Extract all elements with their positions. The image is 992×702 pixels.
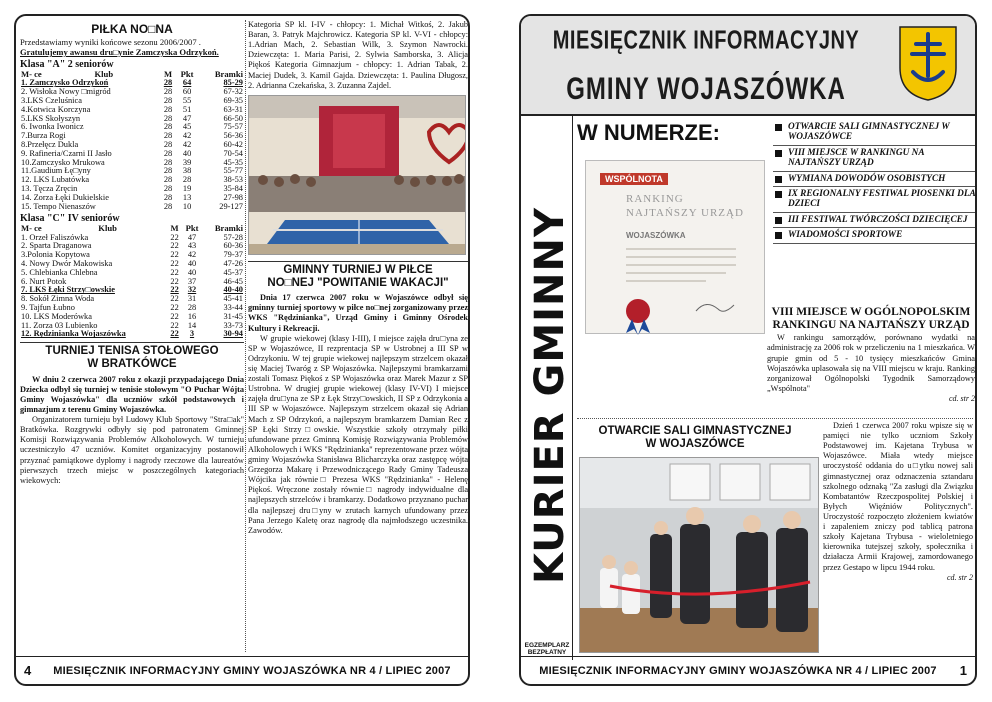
cell-club: 3.Polonia Kopytowa	[21, 250, 90, 260]
bullet-icon	[775, 124, 782, 131]
cell-pkt: 42	[182, 139, 192, 149]
masthead-line-1: MIESIĘCZNIK INFORMACYJNY	[552, 26, 860, 56]
cell-pkt: 37	[187, 276, 197, 286]
cell-club: 2. Sparta Draganowa	[21, 241, 92, 251]
cell-goals: 29-127	[219, 201, 243, 211]
cell-goals: 45-37	[223, 267, 243, 277]
opening-title-2: W WOJASZÓWCE	[645, 438, 745, 451]
cell-club: 9. Tajfun Łubno	[21, 303, 75, 312]
cell-goals: 67-32	[223, 87, 243, 97]
cell-m: 28	[163, 148, 173, 158]
cell-pkt: 47	[187, 232, 197, 242]
opening-text-column	[823, 421, 973, 582]
cell-club: 9. Rafineria/Czarni II Jasło	[21, 148, 112, 158]
opening-body: Dzień 1 czerwca 2007 roku wpisze się w pamięci nie tylko uczniom Szkoły Podstawowej im. Kajetana Trybusa w Wojaszówce. Miała wtedy miejsce uroczystość oddania do u□ytku nowej sali gimnastycznej oraz odznaczenia sztandaru szkolnego odznaką "Za zasługi dla Związku Kombatantów Rzeczpospolitej Polskiej i Byłych Więźniów Politycznych". Uroczystość rozpoczęto złożeniem kwiatów i zapaleniem zniczy pod tablicą patrona szkoły Kajetana Trybusa - wieloletniego kierownika tutejszej szkoły, społecznika i działacza Armii Krajowej, zamordowanego przez Gestapo w lipcu 1944 roku.	[823, 421, 973, 572]
toc-item[interactable]	[773, 120, 977, 146]
tournament-lead: Dnia 17 czerwca 2007 roku w Wojaszówce odbył się gminny turniej sportowy w piłce no□nej zorganizowany przez WKS "Rędzinianka", Urząd Gminy i Gminny Ośrodek Kultury i Rekreacji.	[248, 293, 468, 333]
cell-club: 12. LKS Lubatówka	[21, 175, 90, 185]
cell-pkt: 32	[187, 285, 197, 295]
cell-m: 22	[170, 311, 179, 321]
cell-m: 28	[163, 184, 173, 194]
cell-goals: 31-45	[223, 311, 243, 321]
cell-club: 6. Iwonka Iwonicz	[21, 122, 84, 132]
cell-m: 22	[170, 241, 179, 251]
toc-label: WYMIANA DOWODÓW OSOBISTYCH	[788, 173, 946, 184]
footer-text: MIESIĘCZNIK INFORMACYJNY GMINY WOJASZÓWKA NR 4 / LIPIEC 2007	[53, 664, 451, 677]
cell-goals: 63-31	[223, 104, 243, 114]
cell-club: 2. Wisłoka Nowy □migród	[21, 87, 111, 97]
cell-m: 28	[163, 201, 173, 211]
gym-photo-svg	[249, 96, 466, 255]
football-title: PIŁKA NO□NA	[91, 22, 173, 36]
cell-club: 3.LKS Czeluśnica	[21, 95, 82, 105]
col-place: M- ce	[21, 69, 42, 80]
column-divider	[245, 20, 246, 652]
masthead-line-2: GMINY WOJASZÓWKA	[566, 71, 846, 107]
cell-goals: 60-36	[223, 241, 243, 251]
col-points: Pkt	[180, 69, 194, 80]
cell-goals: 35-84	[223, 184, 243, 194]
bullet-icon	[775, 176, 782, 183]
page-footer	[521, 656, 975, 684]
cell-club: 10. LKS Moderówka	[21, 311, 92, 321]
cell-club: 8. Sokół Zimna Woda	[21, 294, 95, 304]
page-1	[519, 14, 977, 686]
tennis-lead: W dniu 2 czerwca 2007 roku z okazji przypadającego Dnia Dziecka odbył się turniej w tenisie stołowym "O Puchar Wójta Gminy Wojaszówka" dla uczniów szkół podstawowych i gimnazjum z terenu Gminy Wojaszówka.	[20, 374, 244, 415]
cell-m: 22	[170, 294, 179, 304]
certificate-logo: WSPÓLNOTA	[600, 173, 668, 185]
cell-m: 22	[170, 267, 179, 277]
table-row	[20, 330, 244, 339]
football-tournament-article	[248, 261, 468, 536]
cell-goals: 33-73	[223, 320, 243, 330]
table-of-contents	[773, 120, 977, 244]
cell-pkt: 47	[182, 113, 192, 123]
cell-club: 14. Zorza Łęki Dukielskie	[21, 192, 109, 202]
toc-label: III FESTIWAL TWÓRCZOŚCI DZIECIĘCEJ	[788, 214, 968, 225]
cell-pkt: 19	[182, 184, 192, 194]
page-4	[14, 14, 470, 686]
cell-pkt: 16	[187, 311, 197, 321]
right-column	[248, 20, 468, 650]
left-column	[20, 20, 244, 650]
class-c-heading: Klasa "C" IV seniorów	[20, 213, 120, 225]
cell-m: 22	[170, 258, 179, 268]
tennis-categories: Kategoria SP kl. I-IV - chłopcy: 1. Michał Witkoś, 2. Jakub Baran, 3. Patryk Majchrowicz. Kategoria SP kl. V-VI - chłopcy: 1.Adrian Mach, 2. Sebastian Wilk, 3. Szymon Nawrocki. Dziewczęta: 1. Maria Parisi, 2. Sylwia Samborska, 3. Alicja Piękoś Kategoria Gimnazjum - chłopcy: 1. Adrian Tabak, 2. Maciej Dudek, 3. Kamil Gajda. Dziewczęta: 1. Paulina Długosz, 2. Adrianna Czekańska, 3. Zuzanna Zajdel.	[248, 20, 468, 90]
cell-m: 22	[170, 250, 179, 260]
cell-goals: 45-41	[223, 294, 243, 304]
cell-m: 22	[170, 320, 179, 330]
bullet-icon	[775, 217, 782, 224]
col-goals: Bramki	[214, 223, 243, 234]
certificate-title-2: NAJTAŃSZY URZĄD	[626, 207, 744, 219]
cell-m: 22	[170, 232, 179, 242]
toc-item[interactable]	[773, 187, 977, 213]
certificate-name: WOJASZÓWKA	[626, 231, 686, 240]
col-matches: M	[163, 69, 173, 80]
cell-pkt: 40	[182, 148, 192, 158]
cell-m: 28	[163, 78, 173, 88]
cell-goals: 33-44	[223, 303, 243, 312]
cell-goals: 85-29	[223, 78, 243, 88]
cell-club: 10.Zamczysko Mrukowa	[21, 157, 105, 167]
kurier-gminny-title: KURIER GMINNY	[527, 207, 573, 584]
ranking-title: VIII MIEJSCE W OGÓLNOPOLSKIM RANKINGU NA NAJTAŃSZY URZĄD	[771, 306, 971, 331]
cell-club: 7.Burza Rogi	[21, 131, 66, 141]
toc-label: OTWARCIE SALI GIMNASTYCZNEJ W WOJASZÓWCE	[788, 122, 950, 143]
toc-label: WIADOMOŚCI SPORTOWE	[788, 230, 903, 241]
cell-pkt: 13	[182, 192, 192, 202]
col-matches: M	[170, 223, 179, 234]
cell-pkt: 10	[182, 201, 192, 211]
cell-pkt: 28	[187, 303, 197, 312]
in-this-issue-heading: W NUMERZE:	[577, 120, 720, 145]
cell-m: 22	[170, 276, 179, 286]
cell-pkt: 31	[187, 294, 197, 304]
bullet-icon	[775, 191, 782, 198]
col-club: Klub	[98, 223, 117, 234]
ranking-article	[767, 306, 975, 403]
table-tennis-article	[20, 342, 244, 486]
tennis-title-2: W BRATKÓWCE	[87, 358, 177, 371]
cell-goals: 47-26	[223, 258, 243, 268]
opening-continued: cd. str 2	[947, 572, 973, 582]
col-goals: Bramki	[214, 69, 243, 80]
cell-m: 28	[163, 113, 173, 123]
ranking-continued: cd. str 2	[949, 393, 975, 403]
cell-goals: 27-98	[223, 192, 243, 202]
cell-pkt: 42	[182, 131, 192, 141]
vertical-title-band	[521, 116, 573, 660]
cell-goals: 30-94	[223, 329, 243, 339]
cell-club: 5.LKS Skołyszyn	[21, 113, 81, 123]
certificate-decoration	[586, 161, 766, 335]
cell-goals: 75-57	[223, 122, 243, 132]
cell-m: 28	[163, 95, 173, 105]
cell-club: 8.Przełęcz Dukla	[21, 139, 79, 149]
certificate-title-1: RANKING	[626, 193, 684, 205]
bullet-icon	[775, 150, 782, 157]
cell-pkt: 43	[187, 241, 197, 251]
cell-goals: 66-50	[223, 113, 243, 123]
cell-pkt: 64	[182, 78, 192, 88]
cell-pkt: 14	[187, 320, 197, 330]
cell-m: 22	[170, 329, 179, 339]
cell-club: 4. Nowy Dwór Makowiska	[21, 258, 113, 268]
col-points: Pkt	[185, 223, 199, 234]
opening-article	[577, 418, 973, 582]
tournament-title-2: NO□NEJ "POWITANIE WAKACJI"	[267, 276, 449, 289]
page-footer	[16, 656, 468, 684]
cell-club: 15. Tempo Nienaszów	[21, 201, 96, 211]
cell-goals: 69-35	[223, 95, 243, 105]
toc-item[interactable]	[773, 172, 977, 187]
cell-goals: 70-54	[223, 148, 243, 158]
tournament-title-1: GMINNY TURNIEJ W PIŁCE	[283, 263, 433, 276]
cell-pkt: 60	[182, 87, 192, 97]
tennis-photo	[248, 95, 466, 255]
coat-of-arms-icon	[897, 24, 959, 102]
toc-item[interactable]	[773, 213, 977, 228]
ranking-certificate-image	[585, 160, 765, 334]
cell-m: 28	[163, 87, 173, 97]
cell-m: 28	[163, 175, 173, 185]
cell-m: 28	[163, 122, 173, 132]
class-a-table	[20, 70, 244, 211]
football-intro: Przedstawiamy wyniki końcowe sezonu 2006/2007 .	[20, 37, 201, 47]
opening-title-1: OTWARCIE SALI GIMNASTYCZNEJ	[598, 425, 792, 437]
cell-goals: 46-45	[223, 276, 243, 286]
cell-pkt: 3	[189, 329, 195, 339]
opening-title	[577, 425, 813, 451]
cell-club: 5. Chlebianka Chlebna	[21, 267, 98, 277]
cell-club: 6. Nurt Potok	[21, 276, 67, 286]
cell-club: 13. Tęcza Zręcin	[21, 184, 78, 194]
cell-pkt: 40	[187, 267, 197, 277]
cell-pkt: 55	[182, 95, 192, 105]
cell-pkt: 40	[187, 258, 197, 268]
cell-m: 22	[170, 285, 179, 295]
cell-m: 28	[163, 104, 173, 114]
football-congrats: Gratulujemy awansu dru□ynie Zamczyska Odrzykoń.	[20, 47, 219, 58]
cell-goals: 55-77	[223, 166, 243, 176]
toc-label: VIII MIEJSCE W RANKINGU NA NAJTAŃSZY URZĄD	[788, 147, 925, 169]
toc-item[interactable]	[773, 228, 977, 243]
ribbon-cutting-photo	[579, 457, 819, 653]
cell-goals: 56-36	[223, 131, 243, 141]
cell-club: 7. LKS Łęki Strzy□owskie	[21, 285, 115, 295]
cell-goals: 40-40	[223, 285, 243, 295]
free-copy-label: EGZEMPLARZ BEZPŁATNY	[524, 641, 570, 656]
col-club: Klub	[94, 69, 114, 80]
cell-club: 12. Rędzinianka Wojaszówka	[21, 329, 126, 339]
tennis-body: Organizatorem turnieju był Ludowy Klub Sportowy "Stra□ak" Bratkówka. Rozgrywki odbyły się pod patronatem Gminnej Komisji Rozwiązywania Problemów Alkoholowych. W turnieju uczestniczyło 47 uczniów. Komitet organizacyjny postanowił przyznać pamiątkowe dyplomy i nagrody rzeczowe dla laureatów pierwszych trzech miejsc w poszczególnych kategoriach wiekowych:	[20, 415, 244, 485]
toc-label: IX REGIONALNY FESTIWAL PIOSENKI DLA DZIECI	[788, 189, 976, 210]
cell-m: 28	[163, 192, 173, 202]
cell-m: 28	[163, 166, 173, 176]
cell-pkt: 28	[182, 175, 192, 185]
cell-pkt: 45	[182, 122, 192, 132]
bullet-icon	[775, 232, 782, 239]
table-row	[20, 203, 244, 212]
class-c-table	[20, 224, 244, 339]
cell-club: 1. Orzeł Faliszówka	[21, 232, 89, 242]
cell-m: 28	[163, 139, 173, 149]
cell-goals: 38-53	[223, 175, 243, 185]
cell-goals: 57-28	[223, 232, 243, 242]
ribbon-photo-svg	[580, 458, 819, 653]
cell-club: 1. Zamczysko Odrzykoń	[21, 78, 109, 88]
footer-text: MIESIĘCZNIK INFORMACYJNY GMINY WOJASZÓWKA NR 4 / LIPIEC 2007	[539, 664, 937, 677]
class-a-heading: Klasa "A" 2 seniorów	[20, 59, 114, 71]
cell-goals: 45-35	[223, 157, 243, 167]
cell-m: 28	[163, 157, 173, 167]
toc-item[interactable]	[773, 146, 977, 172]
cell-club: 11.Gaudium Łę□yny	[21, 166, 91, 176]
tournament-body: W grupie wiekowej (klasy I-III), I miejsce zajęła dru□yna ze SP w Wojaszówce, II rezprentacja SP w Ustrobnej a III SP w Odrzykoniu. W tej grupie wiekowej najlepszym strzelcem okazał się Maciej Twaróg z SP Wojaszówka. Najlepszymi bramkarzami zostali Tomasz Piękoś z SP Wojaszówka oraz Marek Mazur z SP Ustrobna. W drugiej grupie wiekowej (klasy IV-VI) I miejsce zajęła dru□yna ze SP z Łęk Strzy□owskich, II SP z Odrzykonia a III SP w Wojaszówce. Najlepszym strzelcem okazał się Adrian Mach z SP Odrzykoń, a najlepszym bramkarzem Damian Rec z SP Łęki Strzy□owskie. Wszystkie szkoły otrzymały piłki ufundowane przez Gminną Komisję Rozwiązywania Problemów Alkoholowych i WKS "Rędzinianka" reprezentowane przez wójta gminy Wojaszówka Stanisława Blicharczyka oraz zastępcę wójta Grzegorza Makarę i Przewodniczącego Rady Gminy Tadeusza Wójcika jak równie□ Prezesa WKS "Rędzinianka" - Helenę Piękoś. Wręczone zostały równie□ nagrody indywidualne dla najlepszych strzelców i bramkarzy. Dodatkowo przyznano puchar dla najlepszej dru□yny w zrutach karnych ufundowany przez Pana Jerzego Kaletę oraz nagrodę dla najmłodszego uczestnika. Zawodów.	[248, 333, 468, 535]
page-number: 1	[959, 663, 967, 678]
cell-m: 22	[170, 303, 179, 312]
col-place: M- ce	[21, 223, 42, 234]
tennis-title-1: TURNIEJ TENISA STOŁOWEGO	[45, 345, 219, 358]
cell-m: 28	[163, 131, 173, 141]
cell-club: 11. Zorza 03 Lubienko	[21, 320, 98, 330]
cell-pkt: 39	[182, 157, 192, 167]
cell-club: 4.Kotwica Korczyna	[21, 104, 91, 114]
cell-pkt: 42	[187, 250, 197, 260]
page-number: 4	[24, 663, 32, 678]
masthead	[521, 16, 975, 116]
cell-goals: 79-37	[223, 250, 243, 260]
cell-pkt: 38	[182, 166, 192, 176]
cell-pkt: 51	[182, 104, 192, 114]
ranking-body: W rankingu samorządów, porównano wydatki na administrację za 2006 rok w przeliczeniu na 1 mieszkańca. W grupie gmin od 5 - 10 tysięcy mieszkańców Gmina Wojaszówka uplasowała się na VIII miejscu w kraju. Ranking zorganizował Ogólnopolski Tygodnik Samorządowy „Wspólnota"	[767, 333, 975, 393]
cell-goals: 60-42	[223, 139, 243, 149]
